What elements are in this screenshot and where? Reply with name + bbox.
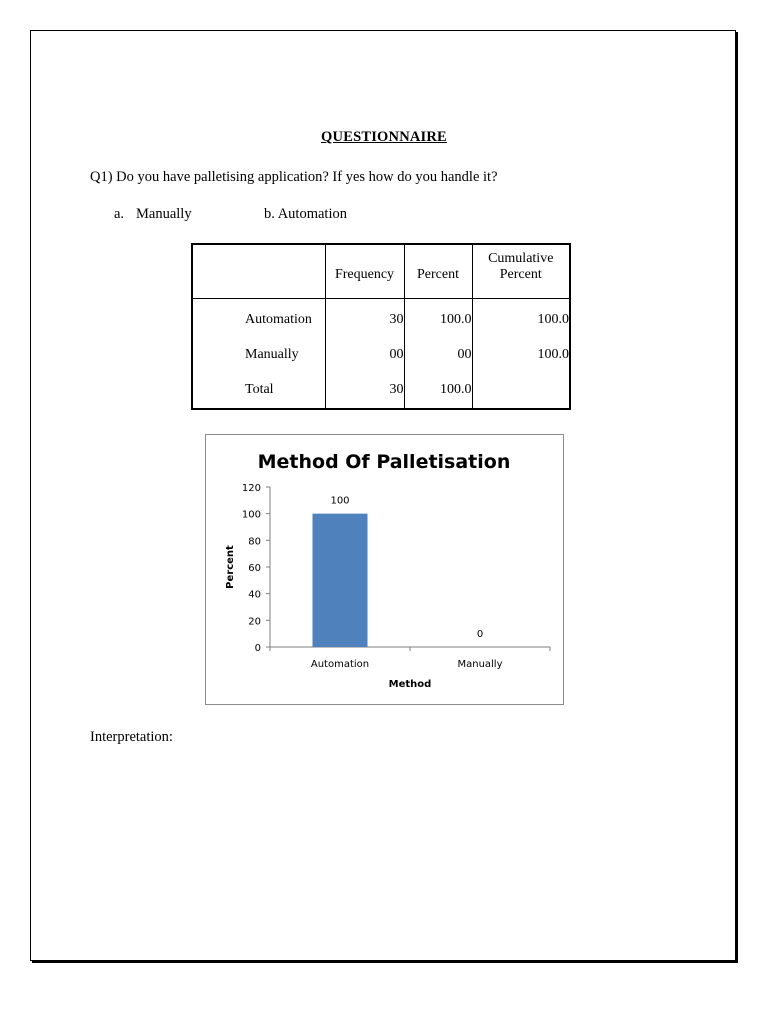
row-percent: 00 (404, 338, 472, 373)
interpretation-label: Interpretation: (90, 729, 173, 745)
bar-automation (313, 514, 368, 647)
table-header-frequency: Frequency (325, 244, 404, 298)
table-header-row (192, 244, 570, 298)
row-label: Total (192, 373, 325, 409)
y-tick-label: 40 (248, 589, 261, 601)
row-frequency: 30 (325, 298, 404, 338)
table-header-percent: Percent (404, 244, 472, 298)
row-label: Automation (192, 298, 325, 338)
row-percent: 100.0 (404, 298, 472, 338)
row-cumulative (472, 373, 570, 409)
x-category-label: Automation (310, 659, 370, 670)
y-tick-label: 0 (254, 643, 261, 654)
y-tick-label: 80 (248, 536, 261, 548)
chart-title: Method Of Palletisation (257, 451, 511, 473)
table-row (192, 298, 570, 338)
x-category-label: Manually (457, 659, 503, 670)
y-tick-label: 120 (241, 483, 261, 494)
y-tick-label: 100 (241, 509, 261, 521)
y-tick-label: 20 (248, 616, 261, 628)
option-a-marker: a. (114, 206, 125, 222)
table-header-cumulative (472, 244, 570, 298)
frequency-table (191, 243, 571, 410)
x-axis-title: Method (388, 679, 432, 690)
page-heading: QUESTIONNAIRE (321, 129, 447, 145)
table-header-blank (192, 244, 325, 298)
row-cumulative: 100.0 (537, 312, 569, 327)
data-label: 0 (476, 629, 484, 640)
option-a-label: Manually (136, 206, 192, 222)
row-cumulative: 100.0 (537, 347, 569, 362)
row-frequency: 30 (325, 373, 404, 409)
answer-options (114, 206, 347, 223)
table-header-cumulative-text: Cumulative Percent (488, 250, 554, 282)
chart-container (205, 434, 564, 705)
option-b-label: b. Automation (264, 206, 347, 222)
data-label: 100 (330, 495, 350, 507)
table-row (192, 338, 570, 373)
frequency-table-wrap (191, 243, 571, 410)
table-row (192, 373, 570, 409)
row-percent: 100.0 (404, 373, 472, 409)
bar-chart (206, 435, 563, 704)
row-label: Manually (192, 338, 325, 373)
option-a (114, 206, 264, 223)
row-frequency: 00 (325, 338, 404, 373)
y-axis-title: Percent (225, 545, 236, 589)
y-tick-label: 60 (248, 563, 261, 574)
question-text: Q1) Do you have palletising application? If yes how do you handle it? (90, 169, 498, 185)
